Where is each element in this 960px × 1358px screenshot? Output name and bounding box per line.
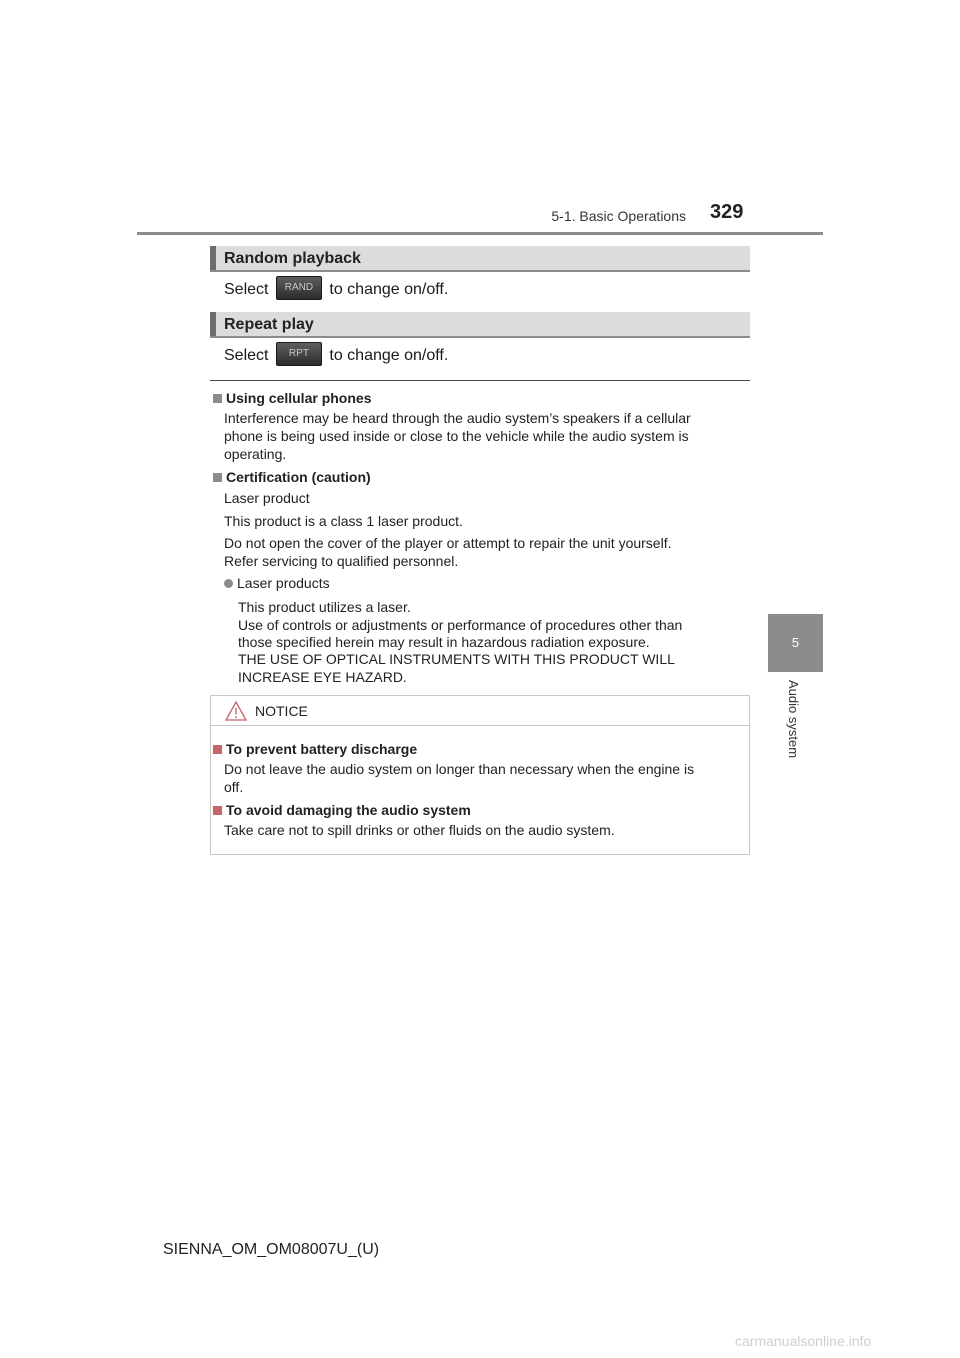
square-bullet-icon bbox=[213, 394, 222, 403]
cert-line: Laser product bbox=[224, 490, 310, 506]
rand-button-icon: RAND bbox=[276, 276, 322, 300]
repeat-play-instruction bbox=[224, 346, 448, 366]
square-bullet-icon bbox=[213, 473, 222, 482]
laser-line: This product utilizes a laser. bbox=[238, 599, 411, 615]
section-divider bbox=[210, 380, 750, 381]
page-number: 329 bbox=[710, 201, 744, 223]
document-code: SIENNA_OM_OM08007U_(U) bbox=[163, 1241, 380, 1258]
notice-header bbox=[211, 696, 749, 726]
repeat-play-heading bbox=[210, 312, 750, 338]
change-text: to change on/off. bbox=[329, 281, 449, 299]
random-playback-heading bbox=[210, 246, 750, 272]
notice-item-damage-title: To avoid damaging the audio system bbox=[213, 801, 745, 819]
cert-line: Refer servicing to qualified personnel. bbox=[224, 553, 459, 569]
warning-triangle-icon bbox=[225, 701, 247, 721]
note-cellular-line: phone is being used inside or close to the vehicle while the audio system is bbox=[224, 428, 689, 444]
notice-item-line: off. bbox=[224, 779, 244, 795]
select-text: Select bbox=[224, 347, 269, 365]
notice-item-line: Take care not to spill drinks or other fluids on the audio system. bbox=[224, 822, 615, 838]
note-cellular-line: Interference may be heard through the audio system’s speakers if a cellular bbox=[224, 410, 691, 426]
rpt-button-icon: RPT bbox=[276, 342, 322, 366]
watermark: carmanualsonline.info bbox=[735, 1333, 872, 1349]
random-playback-instruction bbox=[224, 280, 448, 300]
notice-item-line: Do not leave the audio system on longer than necessary when the engine is bbox=[224, 761, 695, 777]
chapter-label-text: Audio system bbox=[786, 680, 801, 759]
laser-line: Use of controls or adjustments or performance of procedures other than bbox=[238, 617, 683, 633]
laser-line: INCREASE EYE HAZARD. bbox=[238, 669, 407, 685]
square-bullet-icon bbox=[213, 745, 222, 754]
note-certification-title: Certification (caution) bbox=[213, 468, 745, 486]
random-playback-heading-text: Random playback bbox=[224, 250, 361, 267]
note-cellular-line: operating. bbox=[224, 446, 287, 462]
chapter-tab: 5 bbox=[768, 614, 823, 672]
header-rule bbox=[137, 232, 823, 235]
select-text: Select bbox=[224, 281, 269, 299]
laser-line: THE USE OF OPTICAL INSTRUMENTS WITH THIS PRODUCT WILL bbox=[238, 651, 675, 667]
notice-title: NOTICE bbox=[255, 703, 308, 719]
laser-line: those specified herein may result in hazardous radiation exposure. bbox=[238, 634, 650, 650]
square-bullet-icon bbox=[213, 806, 222, 815]
cert-line: This product is a class 1 laser product. bbox=[224, 513, 463, 529]
section-title: 5-1. Basic Operations bbox=[551, 208, 686, 224]
cert-line: Do not open the cover of the player or attempt to repair the unit yourself. bbox=[224, 535, 672, 551]
chapter-label bbox=[787, 680, 807, 780]
repeat-play-heading-text: Repeat play bbox=[224, 316, 314, 333]
notice-item-battery-title: To prevent battery discharge bbox=[213, 740, 745, 758]
round-bullet-icon bbox=[224, 579, 233, 588]
note-cellular-title: Using cellular phones bbox=[213, 389, 745, 407]
laser-products-bullet: Laser products bbox=[224, 574, 745, 592]
change-text: to change on/off. bbox=[329, 347, 449, 365]
